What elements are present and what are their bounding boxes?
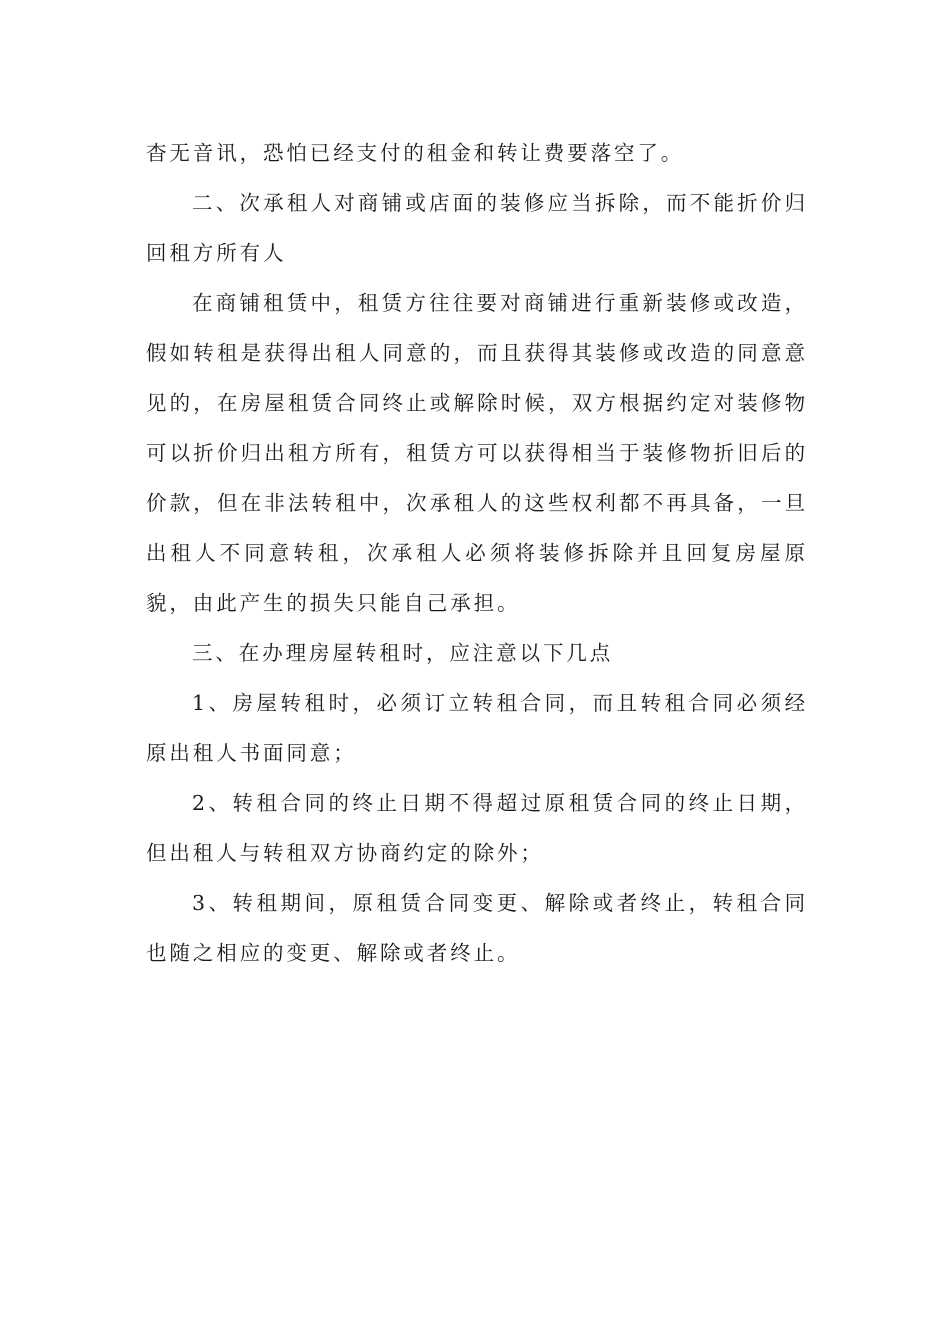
paragraph-renovation: 在商铺租赁中，租赁方往往要对商铺进行重新装修或改造，假如转租是获得出租人同意的，而且获得其装修或改造的同意意见的，在房屋租赁合同终止或解除时候，双方根据约定对装修物可以折价归出租方所有，租赁方可以获得相当于装修物折旧后的价款，但在非法转租中，次承租人的这些权利都不再具备，一旦出租人不同意转租，次承租人必须将装修拆除并且回复房屋原貌，由此产生的损失只能自己承担。 — [146, 291, 808, 615]
section-heading-3: 三、在办理房屋转租时，应注意以下几点 — [192, 641, 614, 665]
list-item-3: 3、转租期间，原租赁合同变更、解除或者终止，转租合同也随之相应的变更、解除或者终止。 — [146, 891, 808, 965]
document-body — [146, 128, 808, 978]
paragraph-continuation: 杳无音讯，恐怕已经支付的租金和转让费要落空了。 — [146, 141, 685, 165]
list-item-1: 1、房屋转租时，必须订立转租合同，而且转租合同必须经原出租人书面同意； — [146, 691, 808, 765]
section-heading-2: 二、次承租人对商铺或店面的装修应当拆除，而不能折价归回租方所有人 — [146, 191, 808, 265]
list-item-2: 2、转租合同的终止日期不得超过原租赁合同的终止日期，但出租人与转租双方协商约定的除外； — [146, 791, 808, 865]
